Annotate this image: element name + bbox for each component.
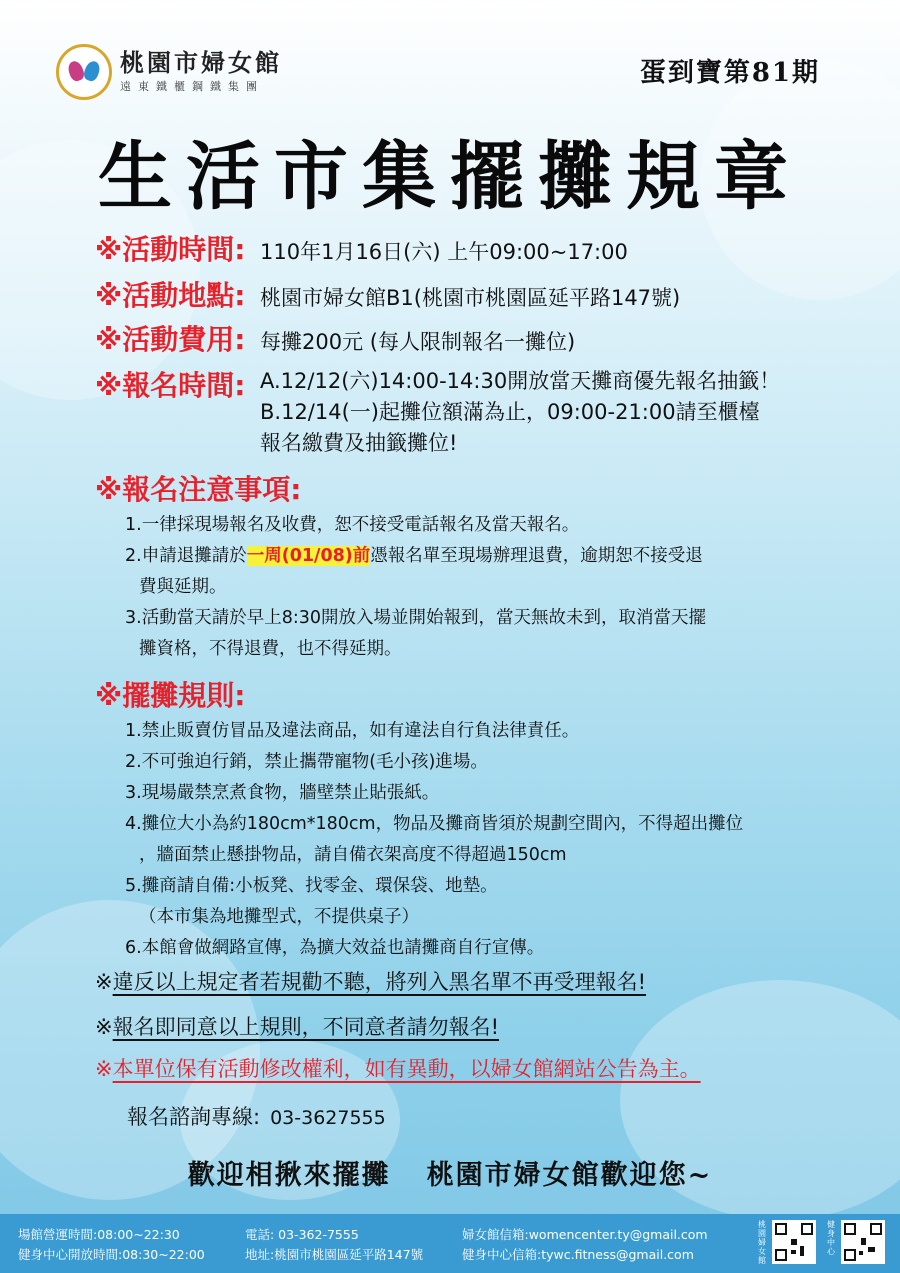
info-value-line: A.12/12(六)14:00-14:30開放當天攤商優先報名抽籤！ — [260, 369, 781, 393]
list-item: （本市集為地攤型式，不提供桌子） — [139, 907, 419, 927]
welcome-left: 歡迎相揪來擺攤 — [187, 1160, 391, 1191]
notice-heading: ※報名注意事項: — [95, 473, 302, 506]
list-item: 6.本館會做網路宣傳，為擴大效益也請攤商自行宣傳。 — [125, 938, 545, 958]
info-row-time — [95, 228, 628, 268]
footer-gym-email: 健身中心信箱:tywc.fitness@gmail.com — [462, 1247, 694, 1262]
list-item: 5.攤商請自備:小板凳、找零金、環保袋、地墊。 — [125, 876, 498, 896]
butterfly-logo-icon — [56, 44, 112, 100]
warning-blacklist: ※違反以上規定者若規勸不聽，將列入黑名單不再受理報名! — [95, 970, 647, 994]
list-item: 費與延期。 — [139, 577, 227, 597]
footer-address: 地址:桃園市桃園區延平路147號 — [245, 1247, 424, 1262]
info-label: ※報名時間: — [95, 369, 246, 402]
footer-email: 婦女館信箱:womencenter.ty@gmail.com — [462, 1227, 708, 1242]
info-row-registration — [95, 364, 780, 459]
page-title: 生活市集擺攤規章 — [98, 134, 802, 220]
info-value: 每攤200元 (每人限制報名一攤位) — [260, 330, 576, 354]
footer-bar — [0, 1214, 900, 1273]
qr2-label: 健身中心 — [827, 1220, 835, 1256]
hotline-label: 報名諮詢專線: — [127, 1105, 261, 1129]
info-value-line: B.12/14(一)起攤位額滿為止，09:00-21:00請至櫃檯 — [260, 400, 760, 424]
warning-consent: ※報名即同意以上規則，不同意者請勿報名! — [95, 1015, 500, 1039]
qr-code-icon[interactable] — [841, 1220, 885, 1264]
list-item: ，牆面禁止懸掛物品，請自備衣架高度不得超過150cm — [139, 845, 567, 865]
footer-phone: 電話: 03-362-7555 — [245, 1227, 359, 1242]
info-value: 110年1月16日(六) 上午09:00~17:00 — [260, 240, 628, 264]
rules-list — [125, 716, 743, 964]
list-item: 3.現場嚴禁烹煮食物，牆壁禁止貼張紙。 — [125, 783, 440, 803]
organization-name: 桃園市婦女館 — [120, 48, 282, 77]
list-item: 1.禁止販賣仿冒品及違法商品，如有違法自行負法律責任。 — [125, 721, 580, 741]
info-value: 桃園市婦女館B1(桃園市桃園區延平路147號) — [260, 286, 681, 310]
info-value-line: 報名繳費及抽籤攤位! — [260, 431, 458, 455]
qr1-label: 桃園婦女館 — [758, 1220, 766, 1265]
hotline — [127, 1101, 386, 1131]
organization-logo — [56, 44, 282, 100]
qr-code-icon[interactable] — [772, 1220, 816, 1264]
footer-hours: 場館營運時間:08:00~22:30 — [18, 1227, 180, 1242]
issue-label: 蛋到寶第81期 — [639, 58, 820, 88]
list-item: 1.一律採現場報名及收費，恕不接受電話報名及當天報名。 — [125, 515, 580, 535]
hotline-number: 03-3627555 — [270, 1107, 386, 1129]
welcome-slogan — [0, 1153, 900, 1192]
organization-subtitle: 遠東鐵櫃鋼鐵集團 — [120, 80, 264, 93]
info-row-location — [95, 274, 680, 314]
info-label: ※活動時間: — [95, 233, 246, 266]
list-item: 2.申請退攤請於一周(01/08)前憑報名單至現場辦理退費，逾期恕不接受退 — [125, 546, 703, 566]
footer-gym-hours: 健身中心開放時間:08:30~22:00 — [18, 1247, 205, 1262]
rules-heading: ※擺攤規則: — [95, 679, 246, 712]
notice-list — [125, 510, 706, 665]
info-label: ※活動費用: — [95, 323, 246, 356]
list-item: 攤資格，不得退費，也不得延期。 — [139, 639, 402, 659]
list-item: 3.活動當天請於早上8:30開放入場並開始報到，當天無故未到，取消當天擺 — [125, 608, 706, 628]
list-item: 4.攤位大小為約180cm*180cm，物品及攤商皆須於規劃空間內，不得超出攤位 — [125, 814, 744, 834]
welcome-right: 桃園市婦女館歡迎您~ — [426, 1160, 713, 1191]
info-row-fee — [95, 318, 575, 358]
warning-rights: ※本單位保有活動修改權利，如有異動，以婦女館網站公告為主。 — [95, 1057, 701, 1081]
highlight-deadline: 一周(01/08)前 — [246, 546, 371, 566]
info-label: ※活動地點: — [95, 279, 246, 312]
list-item: 2.不可強迫行銷，禁止攜帶寵物(毛小孩)進場。 — [125, 752, 488, 772]
